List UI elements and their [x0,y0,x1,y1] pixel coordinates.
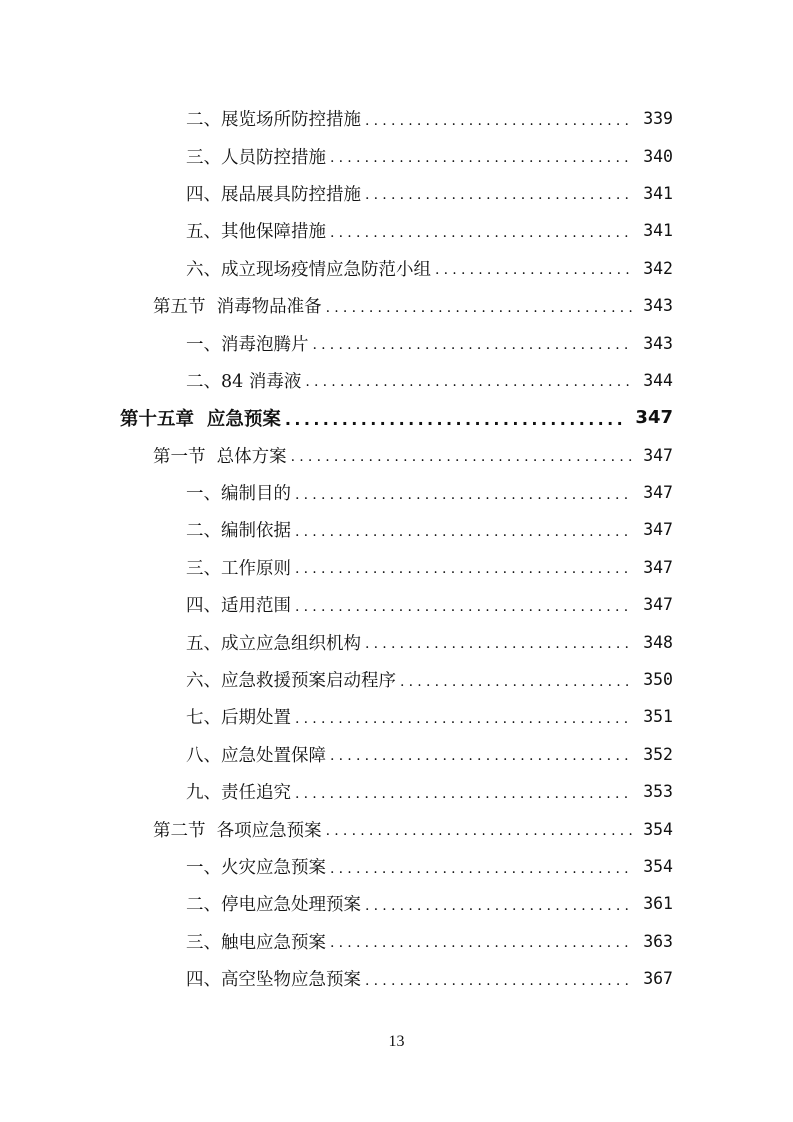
toc-section-entry[interactable] [0,810,793,847]
toc-item-entry[interactable] [0,698,793,735]
toc-entry-title: 五、成立应急组织机构 [186,633,361,654]
toc-entry-page: 367 [643,969,673,989]
toc-item-entry[interactable] [0,661,793,698]
toc-entry-title: 第十五章 应急预案 [120,408,281,430]
toc-entry-title: 三、工作原则 [186,558,291,579]
toc-dot-leader [365,899,633,913]
toc-item-entry[interactable] [0,250,793,287]
toc-entry-page: 341 [643,183,673,203]
toc-entry-title: 第二节 各项应急预案 [153,820,322,841]
toc-section-entry[interactable] [0,287,793,324]
toc-item-entry[interactable] [0,923,793,960]
toc-entry-page: 348 [643,632,673,652]
toc-entry-title: 二、84 消毒液 [186,371,302,392]
toc-entry-title: 第一节 总体方案 [153,446,287,467]
page-number: 13 [388,1033,405,1050]
toc-entry-page: 353 [643,782,673,802]
toc-dot-leader [326,824,633,838]
toc-dot-leader [295,488,633,502]
toc-entry-page: 354 [643,857,673,876]
toc-dot-leader [400,675,633,689]
toc-entry-title: 三、触电应急预案 [186,932,326,953]
toc-dot-leader [330,151,633,165]
toc-dot-leader [305,375,633,389]
toc-dot-leader [365,974,633,988]
toc-item-entry[interactable] [0,362,793,399]
toc-item-entry[interactable] [0,324,793,361]
toc-dot-leader [285,412,628,428]
toc-entry-page: 352 [643,744,673,764]
toc-entry-title: 第五节 消毒物品准备 [153,297,322,318]
table-of-contents [0,100,793,997]
toc-entry-page: 341 [643,221,673,241]
toc-dot-leader [291,450,633,464]
toc-entry-page: 347 [643,520,673,540]
toc-entry-page: 347 [643,557,673,577]
toc-section-entry[interactable] [0,437,793,474]
toc-entry-title: 二、展览场所防控措施 [186,110,361,131]
toc-entry-title: 四、展品展具防控措施 [186,184,361,205]
toc-entry-page: 350 [643,670,673,690]
toc-entry-title: 五、其他保障措施 [186,222,326,243]
toc-entry-page: 354 [643,819,673,839]
toc-entry-title: 九、责任追究 [186,783,291,804]
toc-entry-title: 一、火灾应急预案 [186,858,326,878]
toc-entry-page: 347 [643,595,673,615]
toc-dot-leader [365,114,633,128]
toc-entry-page: 361 [643,894,673,914]
toc-dot-leader [295,562,633,576]
toc-entry-page: 342 [643,258,673,278]
toc-entry-title: 一、编制目的 [186,484,291,505]
toc-entry-page: 347 [643,445,673,465]
toc-entry-page: 339 [643,109,673,129]
toc-item-entry[interactable] [0,736,793,773]
toc-entry-page: 343 [643,296,673,316]
toc-item-entry[interactable] [0,960,793,997]
toc-entry-page: 344 [643,370,673,390]
toc-entry-page: 343 [643,333,673,353]
toc-entry-title: 六、成立现场疫情应急防范小组 [186,259,431,280]
toc-dot-leader [330,226,633,240]
toc-entry-title: 二、停电应急处理预案 [186,895,361,916]
toc-item-entry[interactable] [0,549,793,586]
toc-dot-leader [295,600,633,614]
toc-dot-leader [365,637,633,651]
toc-entry-title: 一、消毒泡腾片 [186,334,309,355]
toc-entry-title: 六、应急救援预案启动程序 [186,671,396,692]
toc-dot-leader [435,263,633,277]
toc-item-entry[interactable] [0,175,793,212]
toc-dot-leader [326,301,633,315]
toc-dot-leader [330,749,633,763]
toc-item-entry[interactable] [0,586,793,623]
toc-item-entry[interactable] [0,100,793,137]
toc-chapter-entry[interactable] [0,399,793,436]
toc-entry-page: 347 [643,483,673,503]
toc-dot-leader [313,338,634,352]
toc-item-entry[interactable] [0,773,793,810]
toc-item-entry[interactable] [0,137,793,174]
toc-item-entry[interactable] [0,212,793,249]
toc-entry-page: 347 [635,407,673,429]
toc-entry-page: 351 [643,707,673,727]
toc-dot-leader [295,787,633,801]
toc-dot-leader [330,936,633,950]
toc-entry-title: 八、应急处置保障 [186,745,326,766]
toc-dot-leader [365,188,633,202]
toc-dot-leader [330,862,633,876]
toc-dot-leader [295,525,633,539]
toc-item-entry[interactable] [0,848,793,885]
toc-entry-title: 三、人员防控措施 [186,147,326,168]
toc-item-entry[interactable] [0,511,793,548]
toc-item-entry[interactable] [0,474,793,511]
toc-item-entry[interactable] [0,885,793,922]
toc-entry-title: 七、后期处置 [186,708,291,729]
toc-item-entry[interactable] [0,623,793,660]
toc-entry-page: 340 [643,146,673,166]
toc-entry-page: 363 [643,931,673,951]
toc-dot-leader [295,712,633,726]
toc-entry-title: 二、编制依据 [186,521,291,542]
toc-entry-title: 四、适用范围 [186,596,291,617]
toc-entry-title: 四、高空坠物应急预案 [186,970,361,991]
